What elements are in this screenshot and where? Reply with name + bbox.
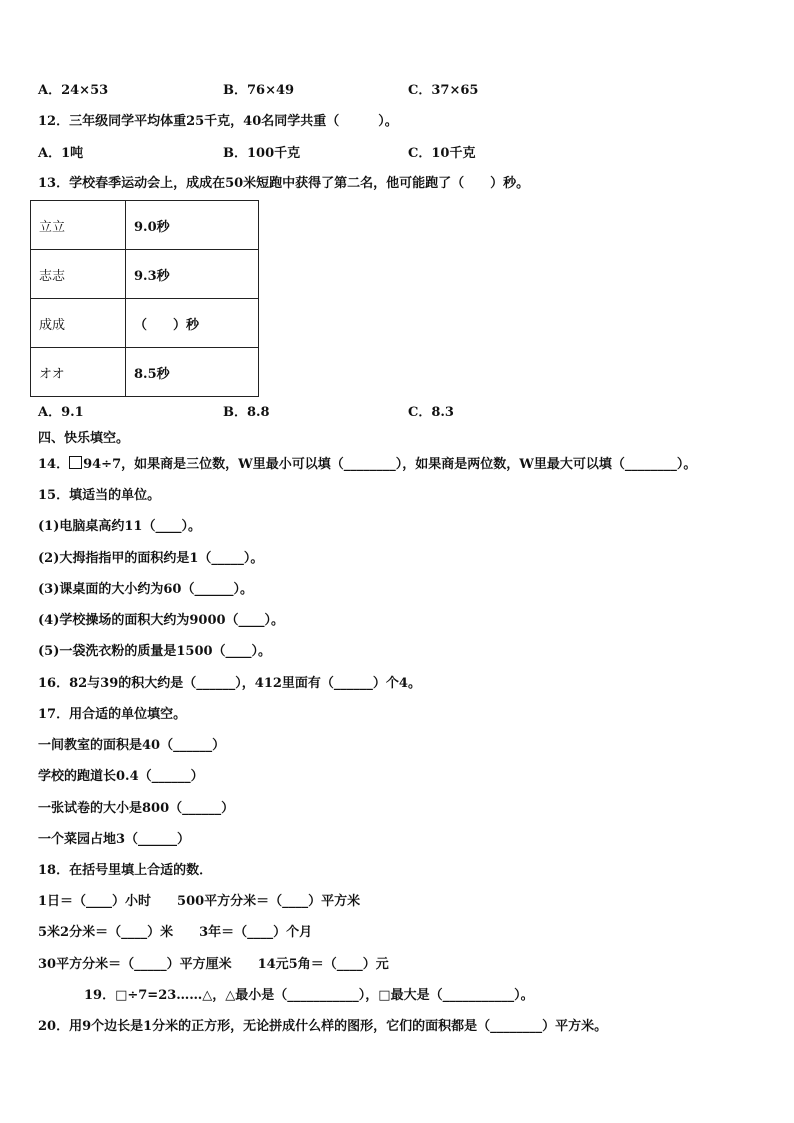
- table-row: [31, 250, 259, 299]
- runner-name: 立立: [31, 201, 126, 250]
- fill-item: 学校的跑道长0.4（______）: [38, 769, 204, 784]
- option-a: A．9.1: [38, 405, 84, 420]
- table-row: [31, 201, 259, 250]
- option-c: C．10千克: [408, 146, 476, 161]
- runner-time: 8.5秒: [126, 348, 259, 397]
- question-12: 12．三年级同学平均体重25千克，40名同学共重（ ）。: [38, 114, 398, 129]
- option-b: B．76×49: [223, 83, 295, 98]
- question-18: 18．在括号里填上合适的数．: [38, 863, 213, 878]
- runner-time: 9.3秒: [126, 250, 259, 299]
- question-text: 94÷7，如果商是三位数，W里最小可以填（________），如果商是两位数，W里最大可以填（________）。: [83, 457, 697, 472]
- fill-row: 30平方分米＝（_____）平方厘米 14元5角＝（____）元: [38, 957, 389, 972]
- runner-time: （ ）秒: [126, 299, 259, 348]
- option-b: B．8.8: [223, 405, 270, 420]
- fill-item: (2)大拇指指甲的面积约是1（_____）。: [38, 551, 264, 566]
- question-15: 15．填适当的单位。: [38, 488, 161, 503]
- fill-item: 一间教室的面积是40（______）: [38, 738, 226, 753]
- fill-item: 一张试卷的大小是800（______）: [38, 801, 235, 816]
- fill-item: 一个菜园占地3（______）: [38, 832, 191, 847]
- option-a: A．24×53: [38, 83, 109, 98]
- blank-box-icon: [69, 456, 82, 469]
- option-c: C．8.3: [408, 405, 454, 420]
- fill-row: 5米2分米＝（____）米 3年＝（____）个月: [38, 925, 313, 940]
- question-17: 17．用合适的单位填空。: [38, 707, 187, 722]
- fill-item: (3)课桌面的大小约为60（______）。: [38, 582, 253, 597]
- table-row: [31, 348, 259, 397]
- table-row: [31, 299, 259, 348]
- question-13: 13．学校春季运动会上，成成在50米短跑中获得了第二名，他可能跑了（ ）秒。: [38, 176, 530, 191]
- fill-row: 1日＝（____）小时 500平方分米＝（____）平方米: [38, 894, 361, 909]
- section-heading: 四、快乐填空。: [38, 431, 130, 446]
- question-20: 20．用9个边长是1分米的正方形，无论拼成什么样的图形，它们的面积都是（________）平方米。: [38, 1019, 608, 1034]
- option-b: B．100千克: [223, 146, 301, 161]
- results-table: [30, 200, 259, 397]
- question-16: 16．82与39的积大约是（______），412里面有（______）个4。: [38, 676, 421, 691]
- question-14: [38, 456, 696, 474]
- option-c: C．37×65: [408, 83, 479, 98]
- question-19: 19．□÷7=23……△，△最小是（___________），□最大是（___________）。: [84, 988, 534, 1003]
- question-number: 14．: [38, 457, 70, 472]
- runner-name: 志志: [31, 250, 126, 299]
- fill-item: (1)电脑桌高约11（____）。: [38, 519, 201, 534]
- runner-name: 成成: [31, 299, 126, 348]
- fill-item: (4)学校操场的面积大约为9000（____）。: [38, 613, 285, 628]
- fill-item: (5)一袋洗衣粉的质量是1500（____）。: [38, 644, 272, 659]
- runner-name: オオ: [31, 348, 126, 397]
- option-a: A．1吨: [38, 146, 84, 161]
- runner-time: 9.0秒: [126, 201, 259, 250]
